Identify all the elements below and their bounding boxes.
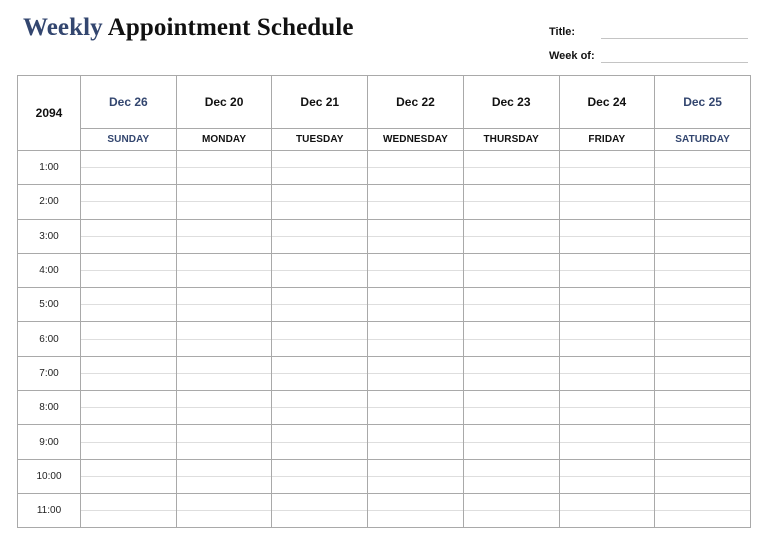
hour-row <box>18 322 751 356</box>
appointment-slot[interactable] <box>559 288 655 322</box>
appointment-slot[interactable] <box>81 493 177 527</box>
appointment-slot[interactable] <box>463 459 559 493</box>
year-cell: 2094 <box>18 76 81 151</box>
appointment-slot[interactable] <box>655 391 751 425</box>
appointment-slot[interactable] <box>559 151 655 185</box>
appointment-slot[interactable] <box>272 493 368 527</box>
appointment-slot[interactable] <box>655 493 751 527</box>
appointment-slot[interactable] <box>559 253 655 287</box>
day-name-cell: WEDNESDAY <box>368 129 464 151</box>
hour-row <box>18 391 751 425</box>
time-label: 3:00 <box>18 219 81 253</box>
appointment-slot[interactable] <box>463 322 559 356</box>
appointment-slot[interactable] <box>655 253 751 287</box>
appointment-slot[interactable] <box>463 185 559 219</box>
hour-row <box>18 151 751 185</box>
appointment-slot[interactable] <box>176 253 272 287</box>
time-label: 2:00 <box>18 185 81 219</box>
date-cell: Dec 26 <box>81 76 177 129</box>
appointment-slot[interactable] <box>81 425 177 459</box>
appointment-slot[interactable] <box>81 185 177 219</box>
hour-row <box>18 425 751 459</box>
appointment-slot[interactable] <box>368 219 464 253</box>
appointment-slot[interactable] <box>463 391 559 425</box>
appointment-slot[interactable] <box>272 425 368 459</box>
appointment-slot[interactable] <box>81 151 177 185</box>
appointment-slot[interactable] <box>272 356 368 390</box>
schedule-body <box>18 151 751 528</box>
appointment-slot[interactable] <box>559 425 655 459</box>
date-header-row <box>18 76 751 129</box>
appointment-slot[interactable] <box>81 459 177 493</box>
appointment-slot[interactable] <box>655 219 751 253</box>
appointment-slot[interactable] <box>368 253 464 287</box>
appointment-slot[interactable] <box>463 356 559 390</box>
appointment-slot[interactable] <box>176 185 272 219</box>
date-cell: Dec 25 <box>655 76 751 129</box>
appointment-slot[interactable] <box>655 322 751 356</box>
week-of-field-label: Week of: <box>549 50 595 62</box>
appointment-slot[interactable] <box>655 151 751 185</box>
hour-row <box>18 219 751 253</box>
time-label: 10:00 <box>18 459 81 493</box>
appointment-slot[interactable] <box>559 356 655 390</box>
time-label: 9:00 <box>18 425 81 459</box>
time-label: 1:00 <box>18 151 81 185</box>
appointment-slot[interactable] <box>368 151 464 185</box>
title-accent: Weekly <box>23 14 103 41</box>
hour-row <box>18 288 751 322</box>
appointment-slot[interactable] <box>463 425 559 459</box>
appointment-slot[interactable] <box>272 253 368 287</box>
day-name-cell: THURSDAY <box>463 129 559 151</box>
appointment-slot[interactable] <box>272 459 368 493</box>
appointment-slot[interactable] <box>463 288 559 322</box>
appointment-slot[interactable] <box>559 322 655 356</box>
appointment-slot[interactable] <box>272 151 368 185</box>
appointment-slot[interactable] <box>368 185 464 219</box>
appointment-slot[interactable] <box>176 356 272 390</box>
page-title <box>23 14 354 42</box>
appointment-slot[interactable] <box>463 219 559 253</box>
title-rest: Appointment Schedule <box>107 14 354 41</box>
appointment-slot[interactable] <box>655 459 751 493</box>
day-name-cell: TUESDAY <box>272 129 368 151</box>
appointment-slot[interactable] <box>272 391 368 425</box>
appointment-slot[interactable] <box>81 322 177 356</box>
date-cell: Dec 20 <box>176 76 272 129</box>
week-of-field-line[interactable] <box>601 62 748 63</box>
appointment-slot[interactable] <box>559 391 655 425</box>
appointment-slot[interactable] <box>176 322 272 356</box>
date-cell: Dec 22 <box>368 76 464 129</box>
schedule-grid <box>17 75 751 528</box>
appointment-slot[interactable] <box>368 391 464 425</box>
day-name-row <box>18 129 751 151</box>
appointment-slot[interactable] <box>559 493 655 527</box>
date-cell: Dec 21 <box>272 76 368 129</box>
appointment-slot[interactable] <box>272 288 368 322</box>
appointment-slot[interactable] <box>463 151 559 185</box>
appointment-slot[interactable] <box>81 391 177 425</box>
appointment-slot[interactable] <box>176 151 272 185</box>
hour-row <box>18 185 751 219</box>
appointment-slot[interactable] <box>176 459 272 493</box>
appointment-slot[interactable] <box>559 459 655 493</box>
appointment-slot[interactable] <box>176 219 272 253</box>
time-label: 11:00 <box>18 493 81 527</box>
appointment-slot[interactable] <box>368 356 464 390</box>
appointment-slot[interactable] <box>176 288 272 322</box>
title-field-line[interactable] <box>601 38 748 39</box>
time-label: 8:00 <box>18 391 81 425</box>
date-cell: Dec 24 <box>559 76 655 129</box>
appointment-slot[interactable] <box>176 493 272 527</box>
appointment-slot[interactable] <box>272 219 368 253</box>
appointment-slot[interactable] <box>655 288 751 322</box>
appointment-slot[interactable] <box>463 253 559 287</box>
appointment-slot[interactable] <box>272 185 368 219</box>
appointment-slot[interactable] <box>81 356 177 390</box>
time-label: 7:00 <box>18 356 81 390</box>
appointment-slot[interactable] <box>655 425 751 459</box>
appointment-slot[interactable] <box>559 219 655 253</box>
hour-row <box>18 493 751 527</box>
appointment-slot[interactable] <box>81 288 177 322</box>
appointment-slot[interactable] <box>368 322 464 356</box>
date-cell: Dec 23 <box>463 76 559 129</box>
appointment-slot[interactable] <box>81 253 177 287</box>
day-name-cell: SATURDAY <box>655 129 751 151</box>
appointment-slot[interactable] <box>368 493 464 527</box>
appointment-slot[interactable] <box>368 459 464 493</box>
appointment-slot[interactable] <box>81 219 177 253</box>
appointment-slot[interactable] <box>463 493 559 527</box>
day-name-cell: FRIDAY <box>559 129 655 151</box>
appointment-slot[interactable] <box>368 425 464 459</box>
time-label: 4:00 <box>18 253 81 287</box>
appointment-slot[interactable] <box>368 288 464 322</box>
day-name-cell: MONDAY <box>176 129 272 151</box>
appointment-slot[interactable] <box>176 391 272 425</box>
hour-row <box>18 253 751 287</box>
time-label: 6:00 <box>18 322 81 356</box>
title-field-label: Title: <box>549 26 576 38</box>
hour-row <box>18 459 751 493</box>
hour-row <box>18 356 751 390</box>
time-label: 5:00 <box>18 288 81 322</box>
day-name-cell: SUNDAY <box>81 129 177 151</box>
appointment-slot[interactable] <box>655 185 751 219</box>
appointment-slot[interactable] <box>176 425 272 459</box>
appointment-slot[interactable] <box>272 322 368 356</box>
appointment-slot[interactable] <box>655 356 751 390</box>
appointment-slot[interactable] <box>559 185 655 219</box>
